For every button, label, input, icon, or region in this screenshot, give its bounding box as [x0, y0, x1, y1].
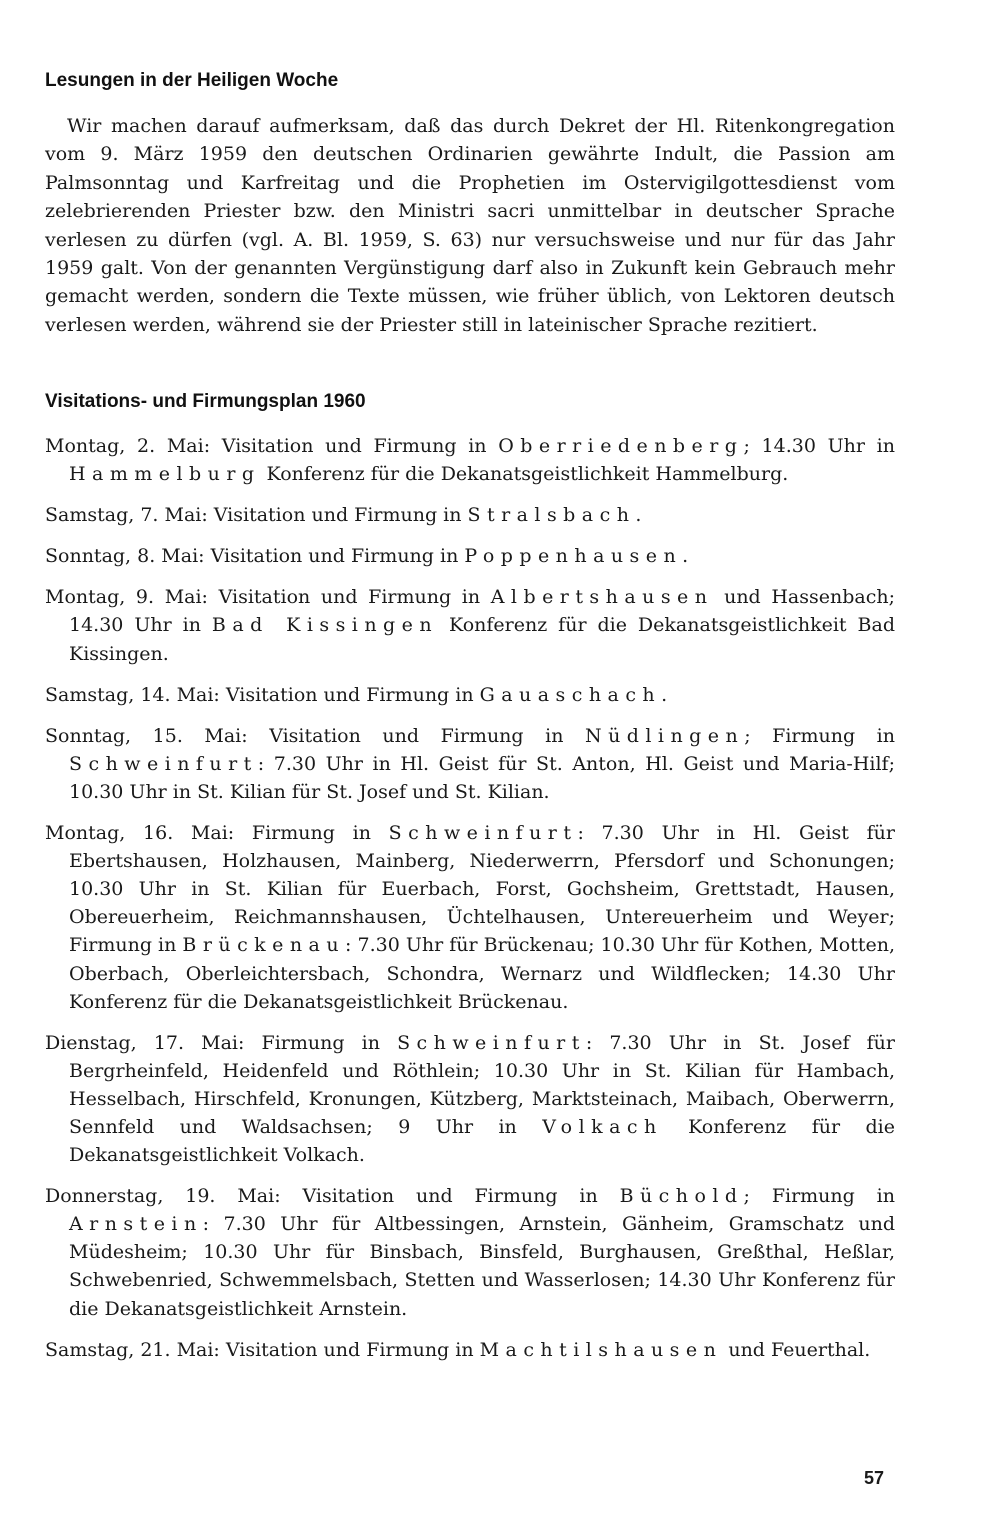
- schedule-entry: Montag, 2. Mai: Visitation und Firmung in Oberriedenberg; 14.30 Uhr in Hammelburg Konferenz für die Dekanatsgeistlichkeit Hammelburg.: [45, 435, 895, 486]
- schedule-entry: Samstag, 21. Mai: Visitation und Firmung in Machtilshausen und Feuerthal.: [45, 1338, 871, 1361]
- schedule-entry: Sonntag, 15. Mai: Visitation und Firmung in Nüdlingen; Firmung in Schweinfurt: 7.30 Uhr in Hl. Geist für St. Anton, Hl. Geist und Maria-Hilf; 10.30 Uhr in St. Kilian für St. Josef und St. Kilian.: [45, 724, 895, 803]
- schedule-entry: Samstag, 14. Mai: Visitation und Firmung in Gauaschach.: [45, 683, 668, 706]
- section-heading-lesungen: Lesungen in der Heiligen Woche: [45, 70, 339, 91]
- schedule-entry: Donnerstag, 19. Mai: Visitation und Firmung in Büchold; Firmung in Arnstein: 7.30 Uhr für Altbessingen, Arnstein, Gänheim, Gramschatz und Müdesheim; 10.30 Uhr für Binsbach, Binsfeld, Burghausen, Greßthal, Heßlar, Schwebenried, Schwemmelsbach, Stetten und Wasserlosen; 14.30 Uhr Konferenz für die Dekanatsgeistlichkeit Arnstein.: [45, 1185, 895, 1320]
- schedule-entry: Samstag, 7. Mai: Visitation und Firmung in Stralsbach.: [45, 504, 642, 527]
- schedule-entry: Montag, 16. Mai: Firmung in Schweinfurt: 7.30 Uhr in Hl. Geist für Ebertshausen, Holzhausen, Mainberg, Niederwerrn, Pfersdorf und Schonungen; 10.30 Uhr in St. Kilian für Euerbach, Forst, Gochsheim, Grettstadt, Hausen, Obereuerheim, Reichmannshausen, Üchtelhausen, Untereuerheim und Weyer; Firmung in Brückenau: 7.30 Uhr für Brückenau; 10.30 Uhr für Kothen, Motten, Oberbach, Oberleichtersbach, Schondra, Wernarz und Wildflecken; 14.30 Uhr Konferenz für die Dekanatsgeistlichkeit Brückenau.: [45, 822, 896, 1013]
- section-heading-visitationsplan: Visitations- und Firmungsplan 1960: [45, 391, 366, 412]
- schedule-entry: Sonntag, 8. Mai: Visitation und Firmung in Poppenhausen.: [45, 545, 689, 568]
- schedule-list: [45, 432, 895, 1377]
- schedule-entry: Montag, 9. Mai: Visitation und Firmung in Albertshausen und Hassenbach; 14.30 Uhr in Bad Kissingen Konferenz für die Dekanatsgeistlichkeit Bad Kissingen.: [45, 586, 895, 665]
- schedule-entry: Dienstag, 17. Mai: Firmung in Schweinfurt: 7.30 Uhr in St. Josef für Bergrheinfeld, Heidenfeld und Röthlein; 10.30 Uhr in St. Kilian für Hambach, Hesselbach, Hirschfeld, Kronungen, Kützberg, Marktsteinach, Maibach, Oberwerrn, Sennfeld und Waldsachsen; 9 Uhr in Volkach Konferenz für die Dekanatsgeistlichkeit Volkach.: [45, 1031, 896, 1167]
- intro-paragraph: Wir machen darauf aufmerksam, daß das durch Dekret der Hl. Ritenkongregation vom 9. März 1959 den deutschen Ordinarien gewährte Indult, die Passion am Palmsonntag und Karfreitag und die Prophetien im Ostervigilgottesdienst vom zelebrierenden Priester bzw. den Ministri sacri unmittelbar in deutscher Sprache verlesen zu dürfen (vgl. A. Bl. 1959, S. 63) nur versuchsweise und nur für das Jahr 1959 galt. Von der genannten Vergünstigung darf also in Zukunft kein Gebrauch mehr gemacht werden, sondern die Texte müssen, wie früher üblich, von Lektoren deutsch verlesen werden, während sie der Priester still in lateinischer Sprache rezitiert.: [45, 115, 895, 336]
- page-number: 57: [864, 1468, 885, 1488]
